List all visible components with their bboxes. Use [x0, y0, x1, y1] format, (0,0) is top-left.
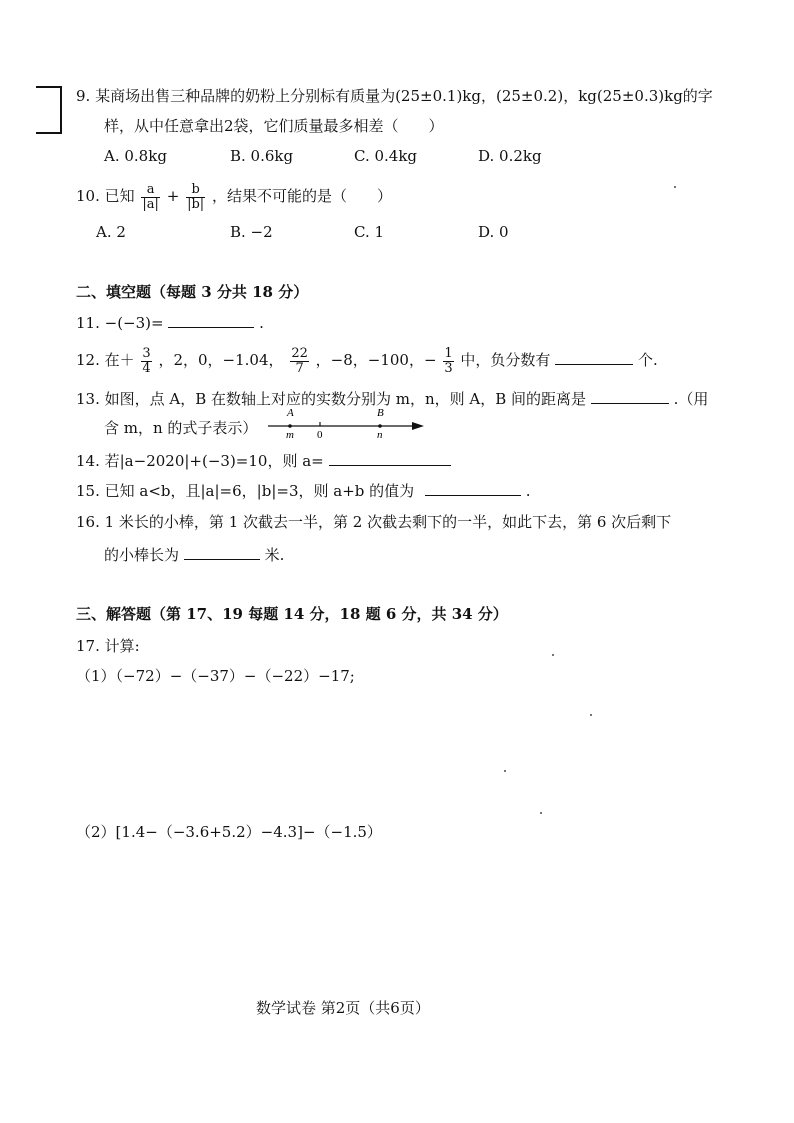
q10-option-d: D. 0 — [478, 223, 509, 241]
q10-fraction-a — [141, 183, 160, 212]
q13-line2: 含 m，n 的式子表示） — [104, 419, 258, 437]
q17-part1: （1）（−72）−（−37）−（−22）−17; — [76, 667, 355, 685]
q13-line1-end: .（用 — [673, 390, 709, 408]
q10-option-a: A. 2 — [96, 223, 126, 241]
q9-option-d: D. 0.2kg — [478, 147, 542, 165]
q12-f1-num: 3 — [142, 345, 151, 361]
zero-label: 0 — [317, 429, 323, 440]
q11-text: 11. −(−3)= — [76, 314, 164, 332]
q10-prefix: 10. 已知 — [76, 187, 135, 205]
q12-answer-blank[interactable] — [555, 349, 633, 365]
n-label: n — [377, 429, 383, 440]
q10-frac1-den: |a| — [142, 196, 159, 212]
q12-f3-den: 3 — [444, 360, 453, 376]
q15-end: . — [525, 482, 531, 500]
q11 — [76, 312, 264, 333]
scan-speck — [540, 812, 542, 814]
section2-title: 二、填空题（每题 3 分共 18 分） — [76, 283, 309, 301]
q10-frac2-den: |b| — [187, 196, 205, 212]
scan-speck — [674, 186, 676, 188]
q12-fraction-2 — [290, 347, 309, 376]
q10-frac1-num: a — [141, 183, 160, 198]
q15-text: 15. 已知 a<b，且|a|=6，|b|=3，则 a+b 的值为 — [76, 482, 415, 500]
q9-option-b: B. 0.6kg — [230, 147, 294, 165]
number-line-figure — [266, 404, 426, 440]
q13-answer-blank[interactable] — [591, 388, 669, 404]
q14-text: 14. 若|a−2020|+(−3)=10，则 a= — [76, 452, 324, 470]
q10-fraction-b — [186, 183, 205, 212]
q12-mid1: ，2，0，−1.04， — [158, 351, 284, 369]
point-a-label: A — [287, 407, 294, 419]
q9-option-c: C. 0.4kg — [354, 147, 418, 165]
q12-f1-den: 4 — [142, 360, 151, 376]
m-label: m — [286, 429, 294, 440]
q12-f2-num: 22 — [291, 345, 308, 361]
q10-stem — [76, 176, 392, 216]
point-b-label: B — [377, 407, 384, 419]
q11-answer-blank[interactable] — [168, 312, 254, 328]
q9-line2: 样，从中任意拿出2袋，它们质量最多相差（ ） — [104, 117, 444, 135]
q15 — [76, 480, 530, 501]
q12-fraction-1 — [141, 347, 151, 376]
page-footer: 数学试卷 第2页（共6页） — [256, 999, 430, 1017]
q10-option-c: C. 1 — [354, 223, 385, 241]
q16-text: 的小棒长为 — [104, 546, 180, 564]
q14 — [76, 450, 451, 471]
q10-frac2-num: b — [186, 183, 205, 198]
q12-f3-num: 1 — [444, 345, 453, 361]
scan-speck — [504, 770, 506, 772]
number-line-arrow — [412, 422, 424, 430]
q15-answer-blank[interactable] — [425, 480, 521, 496]
q12 — [76, 340, 658, 380]
q10-option-b: B. −2 — [230, 223, 273, 241]
section3-title: 三、解答题（第 17、19 每题 14 分，18 题 6 分，共 34 分） — [76, 605, 508, 623]
q13-text: 13. 如图，点 A，B 在数轴上对应的实数分别为 m，n，则 A，B 间的距离是 — [76, 390, 587, 408]
q16-answer-blank[interactable] — [184, 544, 260, 560]
q9-option-a: A. 0.8kg — [104, 147, 167, 165]
q17-title: 17. 计算: — [76, 637, 140, 655]
margin-bracket — [36, 86, 62, 134]
q12-prefix: 12. 在＋ — [76, 351, 135, 369]
point-b-dot — [378, 424, 382, 428]
q16-line2 — [104, 544, 284, 565]
point-a-dot — [288, 424, 292, 428]
q11-end: . — [259, 314, 264, 332]
q10-suffix: ，结果不可能的是（ ） — [211, 187, 392, 205]
q10-plus: + — [166, 187, 180, 205]
q12-mid3: 中，负分数有 — [460, 351, 551, 369]
q12-mid2: ，−8，−100，− — [315, 351, 437, 369]
q17-part2: （2）[1.4−（−3.6+5.2）−4.3]−（−1.5） — [76, 823, 382, 841]
q12-f2-den: 7 — [295, 360, 304, 376]
q16-line1: 16. 1 米长的小棒，第 1 次截去一半，第 2 次截去剩下的一半，如此下去，第 6 次后剩下 — [76, 513, 672, 531]
q16-end: 米. — [264, 546, 285, 564]
scan-speck — [552, 654, 554, 656]
q9-line1: 9. 某商场出售三种品牌的奶粉上分别标有质量为(25±0.1)kg，(25±0.2)，kg(25±0.3)kg的字 — [76, 87, 713, 105]
q12-end: 个. — [637, 351, 658, 369]
q12-fraction-3 — [443, 347, 453, 376]
scan-speck — [590, 714, 592, 716]
q14-answer-blank[interactable] — [329, 450, 451, 466]
